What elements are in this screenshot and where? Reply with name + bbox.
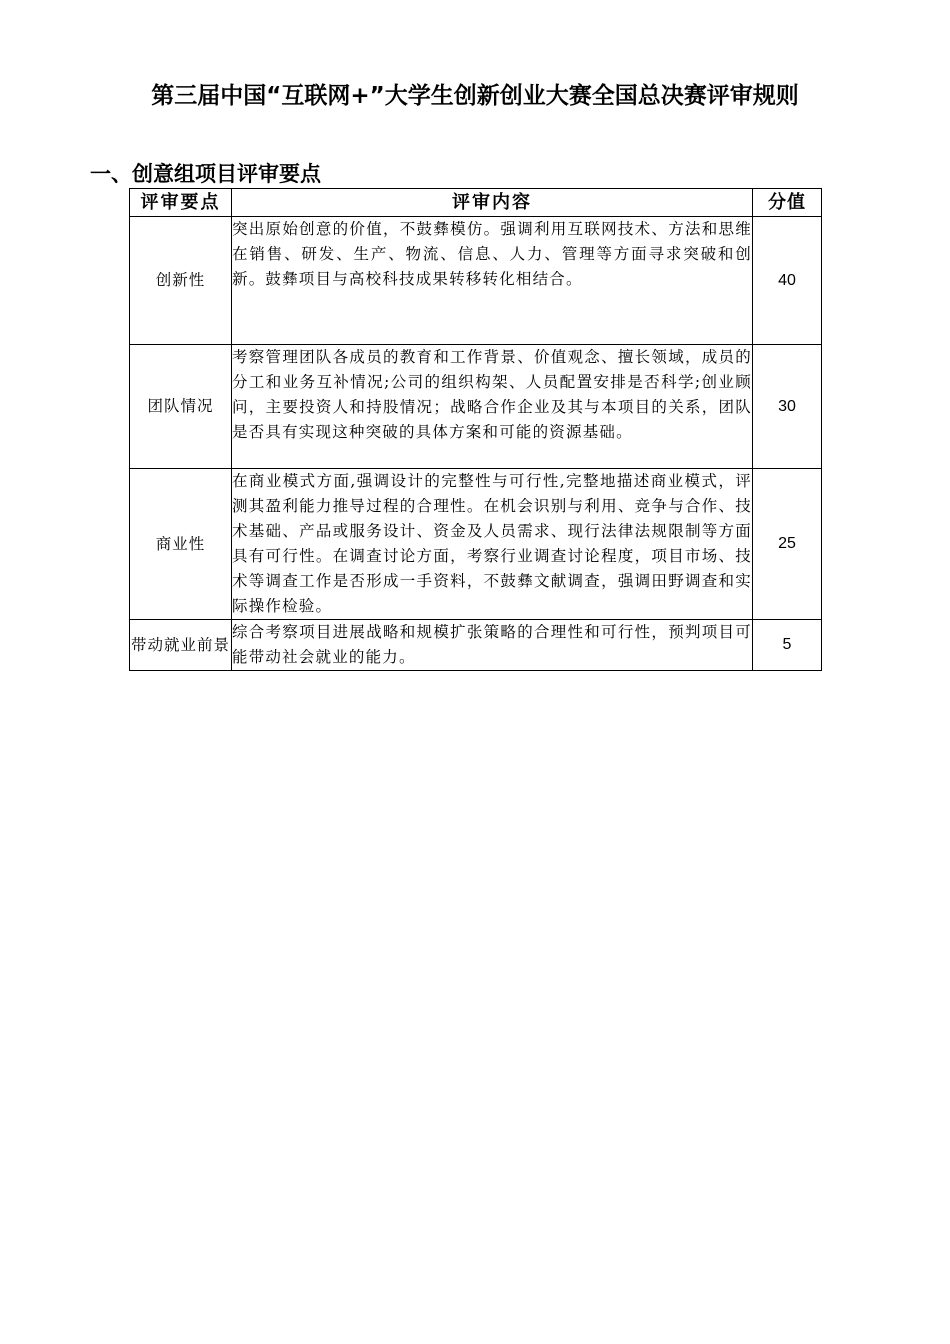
table-row [130, 217, 822, 345]
row-content: 考察管理团队各成员的教育和工作背景、价值观念、擅长领域，成员的分工和业务互补情况;公司的组织构架、人员配置安排是否科学;创业顾问，主要投资人和持股情况；战略合作企业及其与本项目的关系，团队是否具有实现这种突破的具体方案和可能的资源基础。 [232, 345, 753, 469]
header-point: 评审要点 [130, 189, 232, 217]
row-content: 在商业模式方面,强调设计的完整性与可行性,完整地描述商业模式，评测其盈利能力推导过程的合理性。在机会识别与利用、竞争与合作、技术基础、产品或服务设计、资金及人员需求、现行法律法规限制等方面具有可行性。在调查讨论方面，考察行业调查讨论程度，项目市场、技术等调查工作是否形成一手资料，不鼓彝文献调查，强调田野调查和实际操作检验。 [232, 469, 753, 620]
row-point: 创新性 [130, 217, 232, 345]
row-point: 带动就业前景 [130, 620, 232, 671]
table-row [130, 345, 822, 469]
section-heading: 一、创意组项目评审要点 [90, 162, 321, 186]
document-title: 第三届中国“互联网+”大学生创新创业大赛全国总决赛评审规则 [151, 83, 799, 109]
row-content: 突出原始创意的价值，不鼓彝模仿。强调利用互联网技术、方法和思维在销售、研发、生产、物流、信息、人力、管理等方面寻求突破和创新。鼓彝项目与高校科技成果转移转化相结合。 [232, 217, 753, 345]
row-score: 30 [753, 345, 822, 469]
table-row [130, 620, 822, 671]
header-score: 分值 [753, 189, 822, 217]
row-point: 商业性 [130, 469, 232, 620]
table-row [130, 469, 822, 620]
header-content: 评审内容 [232, 189, 753, 217]
row-content: 综合考察项目进展战略和规模扩张策略的合理性和可行性，预判项目可能带动社会就业的能力。 [232, 620, 753, 671]
row-score: 25 [753, 469, 822, 620]
row-score: 40 [753, 217, 822, 345]
criteria-table [129, 188, 822, 671]
row-score: 5 [753, 620, 822, 671]
table-header-row [130, 189, 822, 217]
row-point: 团队情况 [130, 345, 232, 469]
